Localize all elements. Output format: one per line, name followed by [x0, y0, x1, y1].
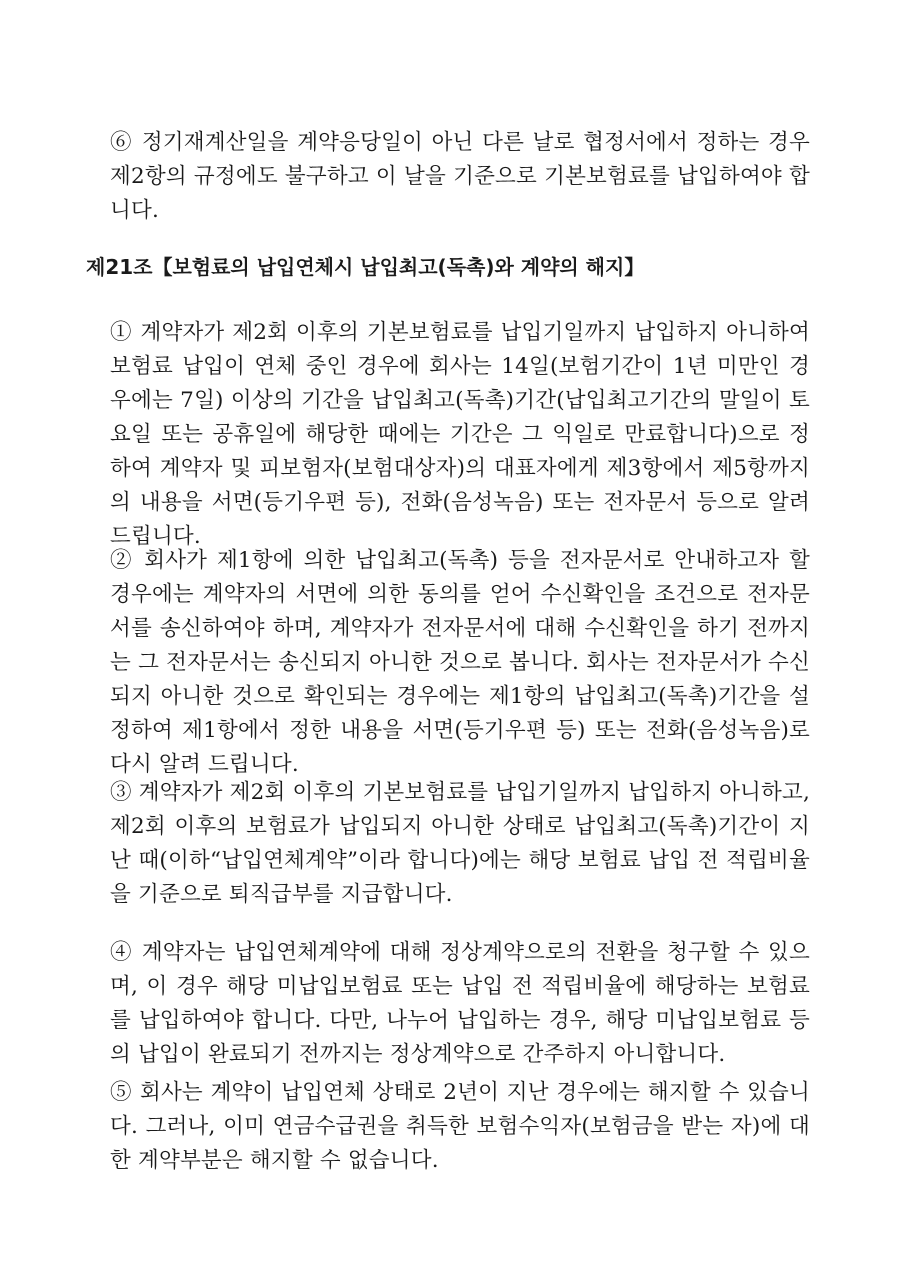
- paragraph-1: ① 계약자가 제2회 이후의 기본보험료를 납입기일까지 납입하지 아니하여 보험료 납입이 연체 중인 경우에 회사는 14일(보험기간이 1년 미만인 경우에는 7일) 이상의 기간을 납입최고(독촉)기간(납입최고기간의 말일이 토요일 또는 공휴일에 해당한 때에는 기간은 그 익일로 만료합니다)으로 정하여 계약자 및 피보험자(보험대상자)의 대표자에게 제3항에서 제5항까지의 내용을 서면(등기우편 등), 전화(음성녹음) 또는 전자문서 등으로 알려드립니다.: [110, 320, 811, 549]
- paragraph-6-prev-article: ⑥ 정기재계산일을 계약응당일이 아닌 다른 날로 협정서에서 정하는 경우 제2항의 규정에도 불구하고 이 날을 기준으로 기본보험료를 납입하여야 합니다.: [110, 130, 810, 223]
- paragraph-2: ② 회사가 제1항에 의한 납입최고(독촉) 등을 전자문서로 안내하고자 할 경우에는 계약자의 서면에 의한 동의를 얻어 수신확인을 조건으로 전자문서를 송신하여야 하며, 계약자가 전자문서에 대해 수신확인을 하기 전까지는 그 전자문서는 송신되지 아니한 것으로 봅니다. 회사는 전자문서가 수신되지 아니한 것으로 확인되는 경우에는 제1항의 납입최고(독촉)기간을 설정하여 제1항에서 정한 내용을 서면(등기우편 등) 또는 전화(음성녹음)로 다시 알려 드립니다.: [110, 548, 810, 777]
- paragraph-4: ④ 계약자는 납입연체계약에 대해 정상계약으로의 전환을 청구할 수 있으며, 이 경우 해당 미납입보험료 또는 납입 전 적립비율에 해당하는 보험료를 납입하여야 합니다. 다만, 나누어 납입하는 경우, 해당 미납입보험료 등의 납입이 완료되기 전까지는 정상계약으로 간주하지 아니합니다.: [110, 940, 810, 1067]
- paragraph-3: ③ 계약자가 제2회 이후의 기본보험료를 납입기일까지 납입하지 아니하고, 제2회 이후의 보험료가 납입되지 아니한 상태로 납입최고(독촉)기간이 지난 때(이하“납입연체계약”이라 합니다)에는 해당 보험료 납입 전 적립비율을 기준으로 퇴직급부를 지급합니다.: [110, 780, 810, 907]
- article-21-title: 제21조【보험료의 납입연체시 납입최고(독촉)와 계약의 해지】: [86, 255, 645, 279]
- paragraph-5: ⑤ 회사는 계약이 납입연체 상태로 2년이 지난 경우에는 해지할 수 있습니다. 그러나, 이미 연금수급권을 취득한 보험수익자(보험금을 받는 자)에 대한 계약부분은 해지할 수 없습니다.: [110, 1080, 810, 1173]
